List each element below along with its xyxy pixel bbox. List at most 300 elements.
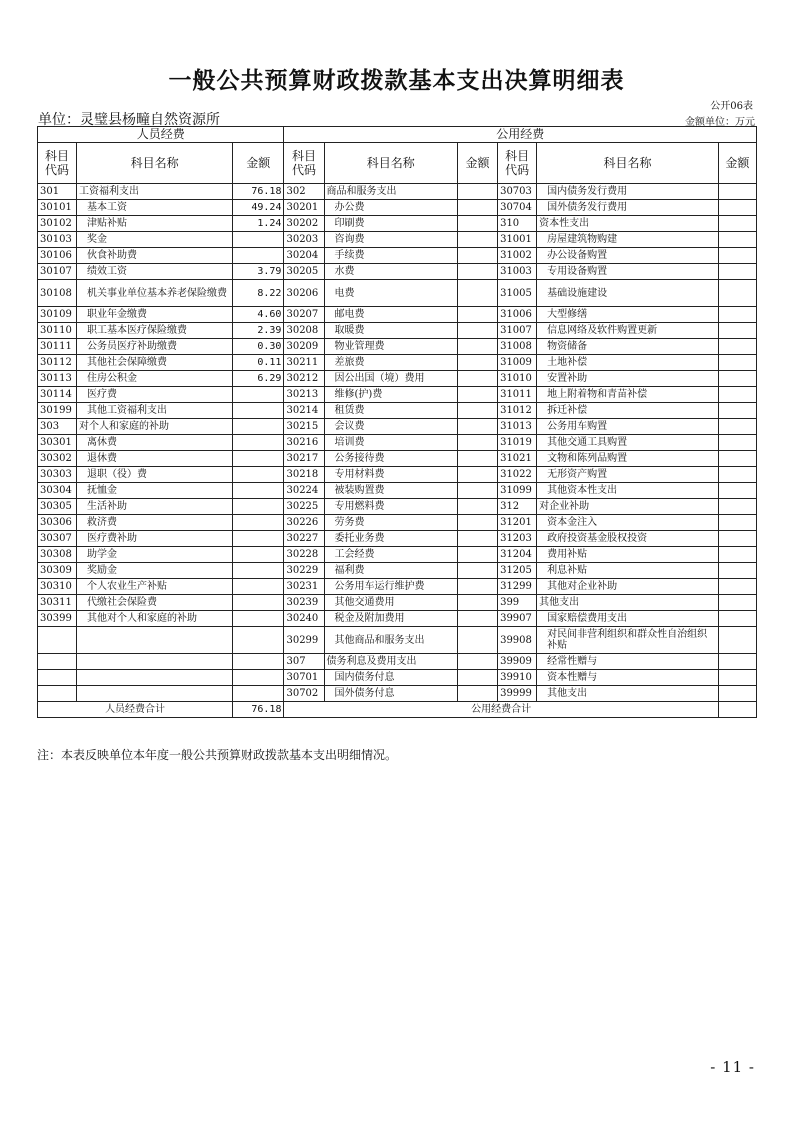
public-amount-2 [718,654,756,670]
public-amount [458,184,498,200]
group-personnel: 人员经费 [38,127,284,143]
table-row [38,627,757,654]
public-code: 307 [284,654,324,670]
public-code: 30215 [284,419,324,435]
public-amount [458,323,498,339]
personnel-amount [233,387,284,403]
table-row [38,654,757,670]
personnel-name: 生活补助 [77,499,233,515]
personnel-amount: 0.11 [233,355,284,371]
table-row [38,467,757,483]
public-code-2: 31022 [498,467,537,483]
header-amount: 金额 [718,143,756,184]
public-name-2: 基础设施建设 [537,280,719,307]
personnel-code [38,670,77,686]
public-code: 30214 [284,403,324,419]
public-code: 30239 [284,595,324,611]
table-row [38,355,757,371]
public-name: 办公费 [324,200,458,216]
public-name-2: 物资储备 [537,339,719,355]
personnel-name [77,654,233,670]
public-name: 手续费 [324,248,458,264]
public-name: 专用燃料费 [324,499,458,515]
personnel-code: 30308 [38,547,77,563]
public-amount [458,248,498,264]
personnel-code: 30107 [38,264,77,280]
public-amount-2 [718,515,756,531]
public-amount-2 [718,371,756,387]
public-amount-2 [718,531,756,547]
public-amount-2 [718,264,756,280]
personnel-code: 30301 [38,435,77,451]
personnel-amount [233,595,284,611]
public-name: 其他商品和服务支出 [324,627,458,654]
public-amount [458,467,498,483]
public-code-2: 31001 [498,232,537,248]
public-name: 物业管理费 [324,339,458,355]
public-code: 30212 [284,371,324,387]
personnel-name: 住房公积金 [77,371,233,387]
public-code-2: 39908 [498,627,537,654]
public-name: 其他交通费用 [324,595,458,611]
personnel-name: 伙食补助费 [77,248,233,264]
table-row [38,184,757,200]
public-code-2: 31003 [498,264,537,280]
table-row [38,200,757,216]
public-code-2: 31201 [498,515,537,531]
personnel-amount: 0.30 [233,339,284,355]
personnel-name: 其他工资福利支出 [77,403,233,419]
public-name-2: 资本性支出 [537,216,719,232]
personnel-amount [233,579,284,595]
public-amount-2 [718,200,756,216]
public-amount-2 [718,670,756,686]
public-total-label: 公用经费合计 [284,702,718,718]
header-name: 科目名称 [324,143,458,184]
personnel-code: 30311 [38,595,77,611]
public-code-2: 399 [498,595,537,611]
table-row [38,499,757,515]
personnel-code: 30399 [38,611,77,627]
personnel-code: 30110 [38,323,77,339]
personnel-name: 职工基本医疗保险缴费 [77,323,233,339]
public-code-2: 39909 [498,654,537,670]
personnel-amount: 4.60 [233,307,284,323]
personnel-name: 其他对个人和家庭的补助 [77,611,233,627]
totals-row [38,702,757,718]
public-code-2: 39910 [498,670,537,686]
public-code-2: 39907 [498,611,537,627]
public-code-2: 31007 [498,323,537,339]
personnel-amount [233,483,284,499]
public-code: 30213 [284,387,324,403]
public-name: 被装购置费 [324,483,458,499]
personnel-code: 30106 [38,248,77,264]
table-row [38,686,757,702]
public-name: 水费 [324,264,458,280]
public-name-2: 其他对企业补助 [537,579,719,595]
public-amount [458,280,498,307]
public-name-2: 无形资产购置 [537,467,719,483]
public-amount-2 [718,323,756,339]
personnel-amount [233,515,284,531]
personnel-name [77,686,233,702]
personnel-amount [233,248,284,264]
personnel-name: 奖金 [77,232,233,248]
table-row [38,563,757,579]
public-code-2: 31011 [498,387,537,403]
public-code: 30209 [284,339,324,355]
table-row [38,387,757,403]
public-name-2: 利息补贴 [537,563,719,579]
table-row [38,547,757,563]
public-amount [458,531,498,547]
table-row [38,403,757,419]
public-name-2: 资本性赠与 [537,670,719,686]
header-code: 科目代码 [38,143,77,184]
personnel-code: 30113 [38,371,77,387]
personnel-amount [233,531,284,547]
public-name: 培训费 [324,435,458,451]
public-name-2: 其他交通工具购置 [537,435,719,451]
table-row [38,323,757,339]
public-amount [458,595,498,611]
public-name-2: 其他支出 [537,686,719,702]
table-row [38,248,757,264]
public-name: 工会经费 [324,547,458,563]
personnel-amount [233,451,284,467]
public-name: 委托业务费 [324,531,458,547]
personnel-code: 30304 [38,483,77,499]
public-name: 差旅费 [324,355,458,371]
public-amount [458,339,498,355]
public-name: 电费 [324,280,458,307]
public-amount-2 [718,339,756,355]
public-name-2: 对民间非营利组织和群众性自治组织补贴 [537,627,719,654]
header-name: 科目名称 [77,143,233,184]
public-name: 国内债务付息 [324,670,458,686]
public-amount [458,371,498,387]
personnel-total-value: 76.18 [233,702,284,718]
public-name: 租赁费 [324,403,458,419]
form-number: 公开06表 [710,101,753,112]
table-row [38,232,757,248]
personnel-code: 30307 [38,531,77,547]
personnel-code: 301 [38,184,77,200]
public-name: 税金及附加费用 [324,611,458,627]
personnel-code: 30103 [38,232,77,248]
public-name: 因公出国（境）费用 [324,371,458,387]
header-name: 科目名称 [537,143,719,184]
public-name: 劳务费 [324,515,458,531]
public-code: 30240 [284,611,324,627]
header-code: 科目代码 [498,143,537,184]
personnel-code: 30108 [38,280,77,307]
public-name-2: 对企业补助 [537,499,719,515]
table-row [38,371,757,387]
public-name-2: 安置补助 [537,371,719,387]
public-amount-2 [718,686,756,702]
public-name-2: 费用补贴 [537,547,719,563]
personnel-name: 津贴补贴 [77,216,233,232]
personnel-code: 30112 [38,355,77,371]
personnel-name: 离休费 [77,435,233,451]
personnel-name: 代缴社会保险费 [77,595,233,611]
public-code-2: 31099 [498,483,537,499]
public-code-2: 31205 [498,563,537,579]
public-code: 30217 [284,451,324,467]
personnel-name: 公务员医疗补助缴费 [77,339,233,355]
table-row [38,451,757,467]
public-code: 30701 [284,670,324,686]
public-name-2: 国家赔偿费用支出 [537,611,719,627]
public-code: 30211 [284,355,324,371]
header-amount: 金额 [458,143,498,184]
public-code: 30231 [284,579,324,595]
personnel-code: 30305 [38,499,77,515]
personnel-name: 退休费 [77,451,233,467]
public-amount-2 [718,248,756,264]
public-code-2: 31006 [498,307,537,323]
personnel-amount [233,232,284,248]
public-amount-2 [718,547,756,563]
personnel-code: 30310 [38,579,77,595]
public-code-2: 31204 [498,547,537,563]
public-amount [458,216,498,232]
public-code: 30226 [284,515,324,531]
personnel-name: 其他社会保障缴费 [77,355,233,371]
header-code: 科目代码 [284,143,324,184]
personnel-code [38,627,77,654]
table-row [38,670,757,686]
group-header-row [38,127,757,143]
public-code-2: 31010 [498,371,537,387]
public-amount [458,563,498,579]
public-amount-2 [718,435,756,451]
public-code-2: 31005 [498,280,537,307]
personnel-name: 绩效工资 [77,264,233,280]
personnel-code: 30302 [38,451,77,467]
public-amount [458,355,498,371]
table-row [38,531,757,547]
unit-label: 单位：灵璧县杨疃自然资源所 [38,112,220,128]
personnel-name: 基本工资 [77,200,233,216]
personnel-amount: 6.29 [233,371,284,387]
public-amount-2 [718,216,756,232]
personnel-amount [233,435,284,451]
public-amount-2 [718,467,756,483]
public-name: 咨询费 [324,232,458,248]
expenditure-table [37,126,757,718]
public-amount [458,579,498,595]
group-public: 公用经费 [284,127,757,143]
personnel-amount [233,499,284,515]
personnel-amount [233,563,284,579]
public-code-2: 31203 [498,531,537,547]
public-code: 30204 [284,248,324,264]
public-code: 30228 [284,547,324,563]
public-amount-2 [718,499,756,515]
personnel-code: 30303 [38,467,77,483]
public-amount [458,232,498,248]
personnel-code: 30109 [38,307,77,323]
public-total-value [718,702,756,718]
page-number: - 11 - [710,1058,755,1076]
public-name-2: 地上附着物和青苗补偿 [537,387,719,403]
personnel-name: 助学金 [77,547,233,563]
public-code: 30227 [284,531,324,547]
public-name: 债务利息及费用支出 [324,654,458,670]
personnel-amount [233,547,284,563]
personnel-amount [233,467,284,483]
column-header-row [38,143,757,184]
personnel-amount: 8.22 [233,280,284,307]
header-amount: 金额 [233,143,284,184]
public-code: 30225 [284,499,324,515]
public-name-2: 其他资本性支出 [537,483,719,499]
public-code: 30208 [284,323,324,339]
public-code-2: 310 [498,216,537,232]
personnel-code: 30114 [38,387,77,403]
personnel-name: 机关事业单位基本养老保险缴费 [77,280,233,307]
public-name: 会议费 [324,419,458,435]
public-amount-2 [718,403,756,419]
public-amount-2 [718,483,756,499]
public-code-2: 31013 [498,419,537,435]
public-name: 维修(护)费 [324,387,458,403]
public-code: 30207 [284,307,324,323]
public-amount [458,387,498,403]
personnel-amount [233,403,284,419]
public-code: 302 [284,184,324,200]
public-amount-2 [718,595,756,611]
table-row [38,435,757,451]
personnel-amount [233,686,284,702]
public-name-2: 拆迁补偿 [537,403,719,419]
public-name-2: 大型修缮 [537,307,719,323]
public-name: 取暖费 [324,323,458,339]
public-name-2: 土地补偿 [537,355,719,371]
public-amount-2 [718,451,756,467]
public-code: 30201 [284,200,324,216]
public-amount [458,499,498,515]
page-title: 一般公共预算财政拨款基本支出决算明细表 [168,68,625,94]
public-amount-2 [718,387,756,403]
personnel-name: 救济费 [77,515,233,531]
public-amount [458,200,498,216]
personnel-amount: 76.18 [233,184,284,200]
table-row [38,216,757,232]
public-code-2: 39999 [498,686,537,702]
public-amount [458,451,498,467]
public-name-2: 房屋建筑物购建 [537,232,719,248]
public-code-2: 31012 [498,403,537,419]
personnel-code: 303 [38,419,77,435]
public-name-2: 政府投资基金股权投资 [537,531,719,547]
table-row [38,483,757,499]
public-code-2: 31019 [498,435,537,451]
public-name: 福利费 [324,563,458,579]
public-amount [458,435,498,451]
personnel-name: 职业年金缴费 [77,307,233,323]
table-row [38,307,757,323]
public-amount [458,483,498,499]
personnel-amount: 1.24 [233,216,284,232]
public-name: 国外债务付息 [324,686,458,702]
public-amount [458,627,498,654]
public-name: 公务用车运行维护费 [324,579,458,595]
public-amount-2 [718,307,756,323]
public-amount [458,547,498,563]
public-name: 公务接待费 [324,451,458,467]
public-amount [458,686,498,702]
table-row [38,579,757,595]
public-amount [458,403,498,419]
public-code: 30224 [284,483,324,499]
personnel-amount [233,419,284,435]
public-amount-2 [718,611,756,627]
public-code: 30218 [284,467,324,483]
public-amount-2 [718,627,756,654]
public-amount-2 [718,280,756,307]
footnote: 注：本表反映单位本年度一般公共预算财政拨款基本支出明细情况。 [37,748,398,762]
personnel-code: 30309 [38,563,77,579]
public-name: 商品和服务支出 [324,184,458,200]
public-code: 30702 [284,686,324,702]
public-name: 邮电费 [324,307,458,323]
public-code-2: 31002 [498,248,537,264]
public-amount [458,264,498,280]
public-amount [458,419,498,435]
public-name-2: 文物和陈列品购置 [537,451,719,467]
public-name-2: 资本金注入 [537,515,719,531]
table-row [38,419,757,435]
public-amount-2 [718,184,756,200]
personnel-amount: 2.39 [233,323,284,339]
personnel-name: 对个人和家庭的补助 [77,419,233,435]
public-name-2: 国内债务发行费用 [537,184,719,200]
public-code-2: 31008 [498,339,537,355]
personnel-name: 抚恤金 [77,483,233,499]
public-code-2: 312 [498,499,537,515]
currency-label: 金额单位：万元 [685,117,755,128]
personnel-name: 个人农业生产补贴 [77,579,233,595]
personnel-amount [233,670,284,686]
public-name-2: 办公设备购置 [537,248,719,264]
table-row [38,595,757,611]
public-code: 30202 [284,216,324,232]
public-amount [458,654,498,670]
public-amount-2 [718,419,756,435]
public-amount [458,670,498,686]
personnel-code: 30306 [38,515,77,531]
personnel-code [38,654,77,670]
public-amount-2 [718,563,756,579]
personnel-name: 退职（役）费 [77,467,233,483]
public-name-2: 国外债务发行费用 [537,200,719,216]
public-amount [458,515,498,531]
public-code: 30206 [284,280,324,307]
table-row [38,339,757,355]
personnel-name: 医疗费补助 [77,531,233,547]
personnel-name [77,627,233,654]
public-code: 30299 [284,627,324,654]
public-amount [458,611,498,627]
public-amount-2 [718,355,756,371]
public-name-2: 其他支出 [537,595,719,611]
personnel-amount [233,611,284,627]
personnel-code: 30199 [38,403,77,419]
